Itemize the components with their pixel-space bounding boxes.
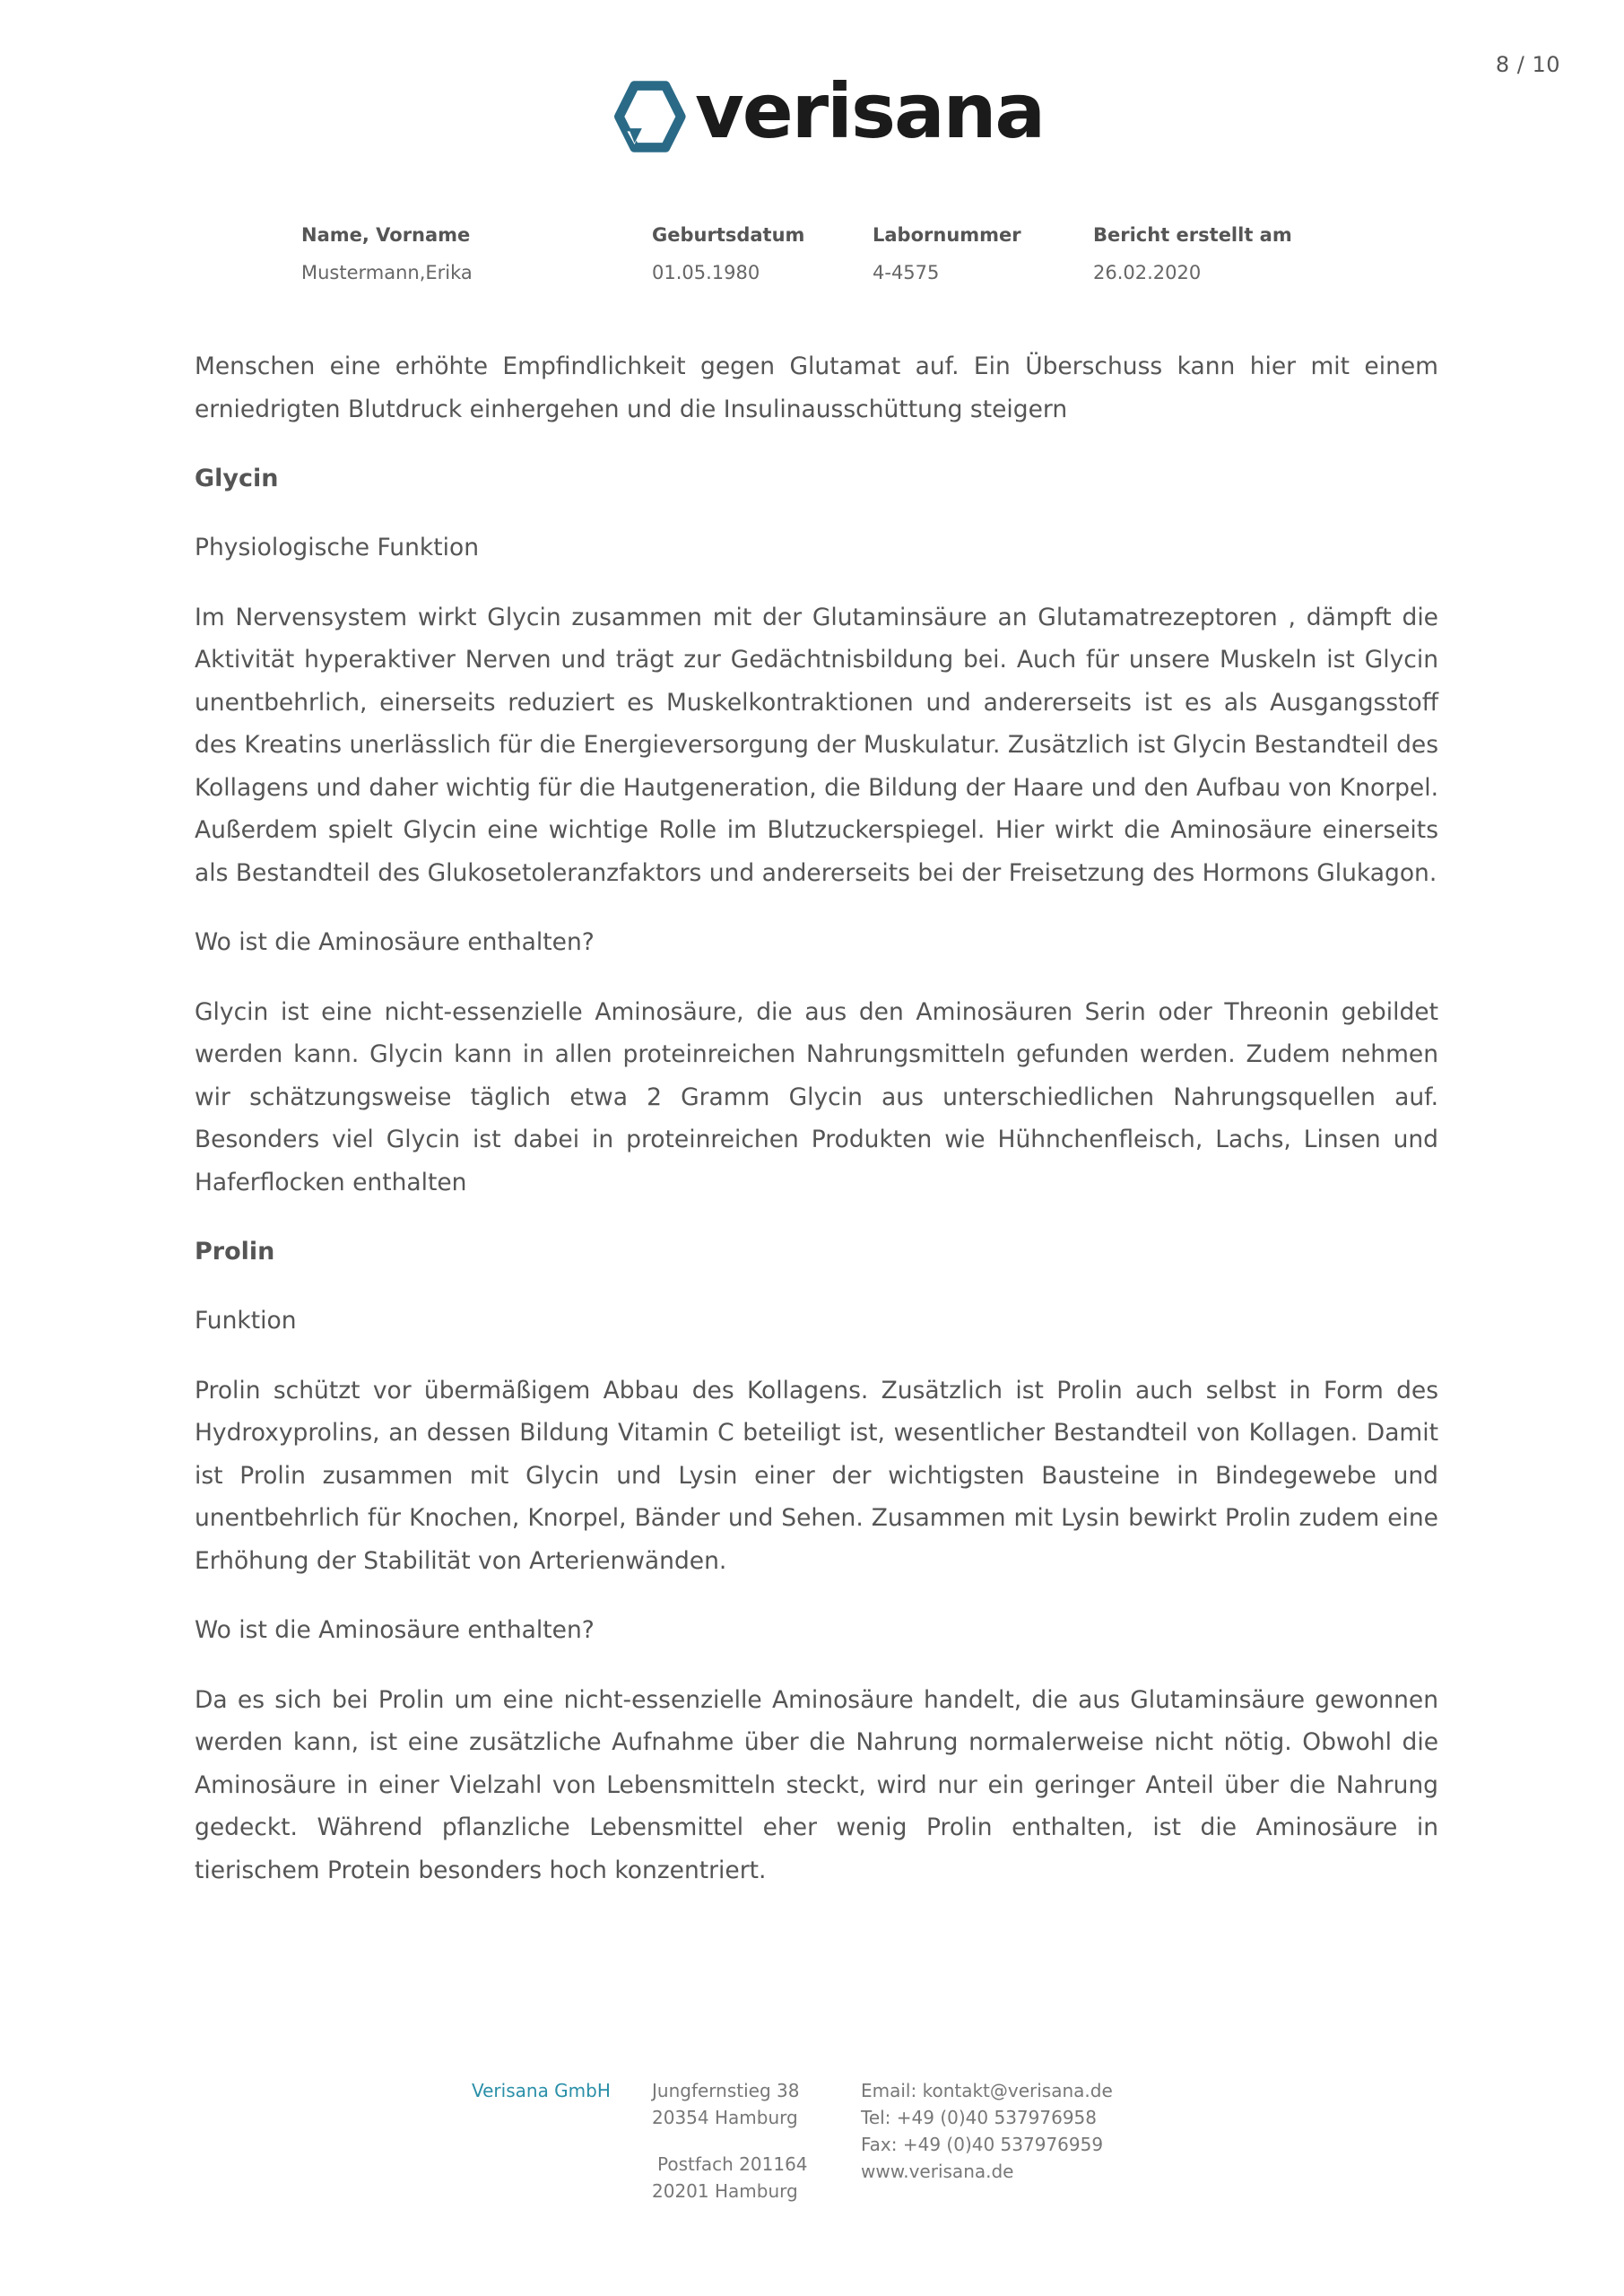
verisana-logo [612, 67, 1045, 155]
info-value: 26.02.2020 [1093, 262, 1202, 283]
subheading-prolin-function: Funktion [195, 1307, 297, 1335]
footer-company-name: Verisana GmbH [472, 2080, 611, 2101]
info-header: Name, Vorname [301, 224, 471, 246]
footer-fax: Fax: +49 (0)40 537976959 [861, 2134, 1104, 2155]
verisana-hexagon-icon [612, 79, 686, 154]
report-body [195, 345, 1438, 1918]
footer-address [652, 2077, 808, 2205]
footer-tel: Tel: +49 (0)40 537976958 [861, 2107, 1097, 2128]
subheading-glycin-source: Wo ist die Aminosäure enthalten? [195, 928, 595, 956]
subheading-prolin-source: Wo ist die Aminosäure enthalten? [195, 1616, 595, 1644]
footer-email[interactable]: Email: kontakt@verisana.de [861, 2080, 1113, 2101]
info-value: 4-4575 [873, 262, 940, 283]
subheading-glycin-function: Physiologische Funktion [195, 534, 479, 561]
intro-paragraph: Menschen eine erhöhte Empfindlichkeit gegen Glutamat auf. Ein Überschuss kann hier mit einem erniedrigten Blutdruck einhergehen und die Insulinausschüttung steigern [195, 352, 1438, 423]
footer-contact [861, 2077, 1113, 2185]
info-header: Bericht erstellt am [1093, 224, 1292, 246]
info-column-report-date [1093, 224, 1398, 283]
section-heading-glycin: Glycin [195, 465, 279, 492]
footer-postbox: Postfach 201164 [657, 2153, 808, 2175]
paragraph-glycin-function: Im Nervensystem wirkt Glycin zusammen mit der Glutaminsäure an Glutamatrezeptoren , dämpft die Aktivität hyperaktiver Nerven und trägt zur Gedächtnisbildung bei. Auch für unsere Muskeln ist Glycin unentbehrlich, einerseits reduziert es Muskelkontraktionen und andererseits ist es als Ausgangsstoff des Kreatins unerlässlich für die Energieversorgung der Muskulatur. Zusätzlich ist Glycin Bestandteil des Kollagens und daher wichtig für die Hautgeneration, die Bildung der Haare und den Aufbau von Knorpel. Außerdem spielt Glycin eine wichtige Rolle im Blutzuckerspiegel. Hier wirkt die Aminosäure einerseits als Bestandteil des Glukosetoleranzfaktors und andererseits bei der Freisetzung des Hormons Glukagon. [195, 603, 1438, 887]
info-value: 01.05.1980 [652, 262, 760, 283]
paragraph-prolin-source: Da es sich bei Prolin um eine nicht-essenzielle Aminosäure handelt, die aus Glutaminsäure gewonnen werden kann, ist eine zusätzliche Aufnahme über die Nahrung normalerweise nicht nötig. Obwohl die Aminosäure in einer Vielzahl von Lebensmitteln steckt, wird nur ein geringer Anteil über die Nahrung gedeckt. Während pflanzliche Lebensmittel eher wenig Prolin enthalten, ist die Aminosäure in tierischem Protein besonders hoch konzentriert. [195, 1685, 1438, 1884]
footer-street: Jungfernstieg 38 [652, 2080, 800, 2101]
info-header: Geburtsdatum [652, 224, 805, 246]
logo-wordmark: verisana [695, 67, 1045, 155]
section-heading-prolin: Prolin [195, 1238, 275, 1265]
footer-city: 20354 Hamburg [652, 2107, 798, 2128]
info-value: Mustermann,Erika [301, 262, 473, 283]
footer-postbox-city: 20201 Hamburg [652, 2180, 798, 2202]
paragraph-glycin-source: Glycin ist eine nicht-essenzielle Aminosäure, die aus den Aminosäuren Serin oder Threonin gebildet werden kann. Glycin kann in allen proteinreichen Nahrungsmitteln gefunden werden. Zudem nehmen wir schätzungsweise täglich etwa 2 Gramm Glycin aus unterschiedlichen Nahrungsquellen auf. Besonders viel Glycin ist dabei in proteinreichen Produkten wie Hühnchenfleisch, Lachs, Linsen und Haferflocken enthalten [195, 997, 1438, 1196]
footer-website[interactable]: www.verisana.de [861, 2161, 1014, 2182]
info-header: Labornummer [873, 224, 1021, 246]
page-number: 8 / 10 [1495, 52, 1560, 77]
info-column-name [301, 224, 606, 283]
paragraph-prolin-function: Prolin schützt vor übermäßigem Abbau des Kollagens. Zusätzlich ist Prolin auch selbst in Form des Hydroxyprolins, an dessen Bildung Vitamin C beteiligt ist, wesentlicher Bestandteil von Kollagen. Damit ist Prolin zusammen mit Glycin und Lysin einer der wichtigsten Bausteine in Bindegewebe und unentbehrlich für Knochen, Knorpel, Bänder und Sehen. Zusammen mit Lysin bewirkt Prolin zudem eine Erhöhung der Stabilität von Arterienwänden. [195, 1376, 1438, 1575]
